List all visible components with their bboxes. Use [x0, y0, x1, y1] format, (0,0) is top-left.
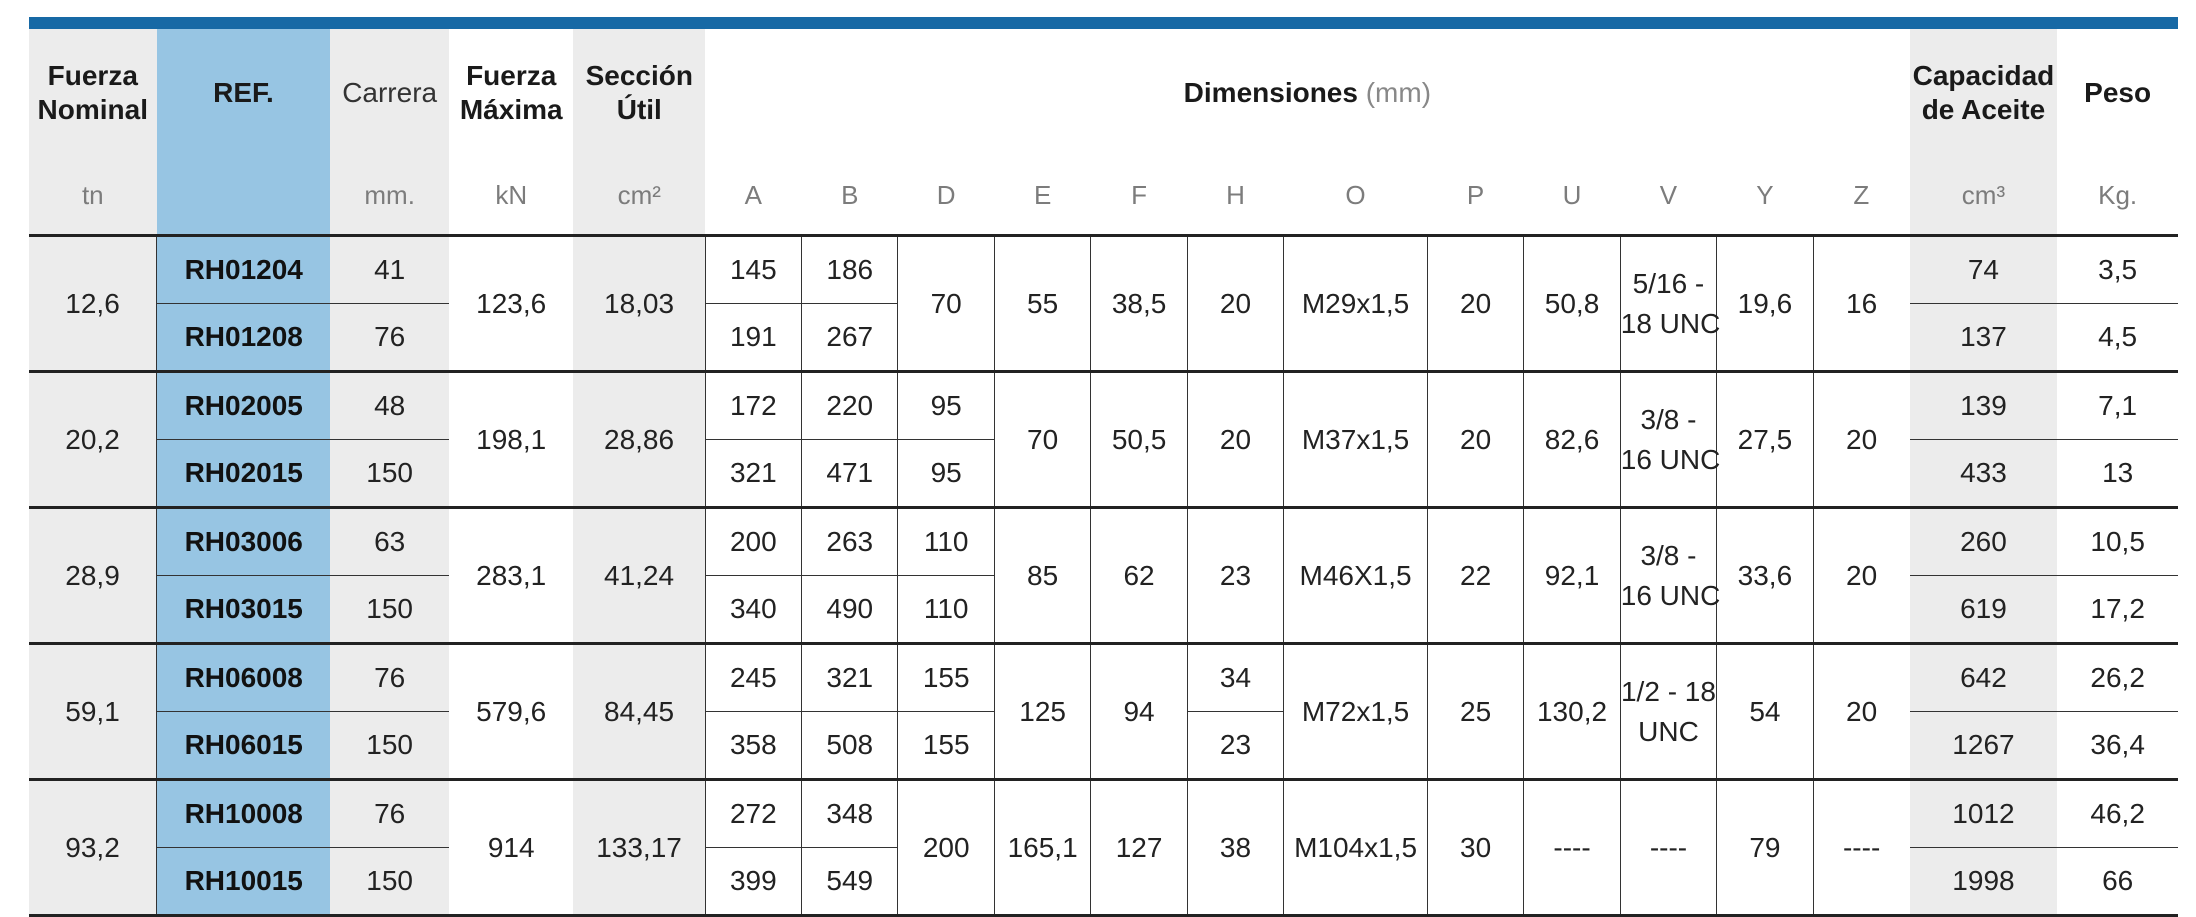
header-seccion-util: Sección Útil: [573, 29, 705, 156]
cell-dim-v-line: 3/8 -: [1640, 539, 1697, 571]
cell-seccion-util: 133,17: [573, 780, 705, 916]
cell-dim-b: 267: [802, 304, 898, 372]
cell-ref: RH03015: [157, 576, 331, 644]
cell-dim-z: ----: [1813, 780, 1909, 916]
header-capacidad: Capacidad de Aceite: [1910, 29, 2058, 156]
cell-dim-p: 22: [1427, 508, 1523, 644]
cell-seccion-util: 84,45: [573, 644, 705, 780]
cell-dim-h: 23: [1187, 508, 1283, 644]
unit-ref: [157, 156, 331, 236]
cell-dim-p: 25: [1427, 644, 1523, 780]
cell-dim-y: 79: [1717, 780, 1813, 916]
units-row: [29, 156, 2178, 236]
cell-dim-v-line: 18 UNC: [1620, 307, 1721, 339]
header-row: [29, 29, 2178, 156]
cell-fuerza-nominal: 59,1: [29, 644, 157, 780]
cell-peso: 46,2: [2057, 780, 2178, 848]
cell-dim-e: 55: [994, 236, 1090, 372]
cell-capacidad: 139: [1910, 372, 2058, 440]
cell-dim-e: 125: [994, 644, 1090, 780]
cell-dim-p: 20: [1427, 236, 1523, 372]
cell-ref: RH02005: [157, 372, 331, 440]
cell-dim-d: 95: [898, 440, 994, 508]
cell-seccion-util: 41,24: [573, 508, 705, 644]
header-fuerza-nominal: Fuerza Nominal: [29, 29, 157, 156]
cell-peso: 3,5: [2057, 236, 2178, 304]
cell-peso: 13: [2057, 440, 2178, 508]
cell-ref: RH06008: [157, 644, 331, 712]
cell-dim-v-line: 1/2 - 18: [1620, 675, 1716, 707]
cell-dim-b: 321: [802, 644, 898, 712]
cell-dim-v-line: 5/16 -: [1632, 267, 1705, 299]
header-fuerza-maxima: Fuerza Máxima: [459, 59, 563, 125]
cell-carrera: 150: [330, 576, 449, 644]
cell-capacidad: 1267: [1910, 712, 2058, 780]
cell-capacidad: 74: [1910, 236, 2058, 304]
cell-dim-z: 20: [1813, 508, 1909, 644]
cell-dim-v-line: 3/8 -: [1640, 403, 1697, 435]
cell-peso: 17,2: [2057, 576, 2178, 644]
cell-fuerza-maxima: 198,1: [449, 372, 574, 508]
unit-dim-u: U: [1562, 179, 1582, 210]
cell-ref: RH02015: [157, 440, 331, 508]
cell-dim-a: 145: [705, 236, 801, 304]
cell-dim-o: M29x1,5: [1284, 236, 1428, 372]
cell-ref: RH10008: [157, 780, 331, 848]
cell-dim-a: 172: [705, 372, 801, 440]
cell-dim-v: [1620, 508, 1721, 644]
cell-dim-v-line: 16 UNC: [1620, 579, 1721, 611]
cell-dim-v: [1620, 372, 1721, 508]
unit-dim-z: Z: [1853, 179, 1870, 210]
cell-dim-a: 340: [705, 576, 801, 644]
cell-dim-e: 165,1: [994, 780, 1090, 916]
unit-dim-h: H: [1226, 179, 1245, 210]
cell-dim-z: 16: [1813, 236, 1909, 372]
cell-dim-u: 50,8: [1524, 236, 1620, 372]
cell-fuerza-nominal: 12,6: [29, 236, 157, 372]
cell-ref: RH03006: [157, 508, 331, 576]
unit-dim-f: F: [1131, 179, 1147, 210]
cell-dim-b: 490: [802, 576, 898, 644]
cell-dim-b: 186: [802, 236, 898, 304]
cell-ref: RH10015: [157, 848, 331, 916]
cell-fuerza-maxima: 914: [449, 780, 574, 916]
cell-carrera: 76: [330, 780, 449, 848]
cell-carrera: 48: [330, 372, 449, 440]
cell-dim-z: 20: [1813, 372, 1909, 508]
cell-dim-h: 23: [1187, 712, 1283, 780]
cell-fuerza-nominal: 20,2: [29, 372, 157, 508]
cell-dim-a: 245: [705, 644, 801, 712]
cell-dim-e: 85: [994, 508, 1090, 644]
cell-dim-f: 50,5: [1091, 372, 1187, 508]
cell-dim-o: M104x1,5: [1284, 780, 1428, 916]
unit-dim-p: P: [1466, 179, 1485, 210]
cell-dim-u: ----: [1524, 780, 1620, 916]
cell-peso: 66: [2057, 848, 2178, 916]
cell-dim-v-line: UNC: [1638, 715, 1699, 747]
cell-seccion-util: 28,86: [573, 372, 705, 508]
cylinder-spec-table: [29, 29, 2178, 917]
cell-ref: RH01204: [157, 236, 331, 304]
cell-ref: RH06015: [157, 712, 331, 780]
table-row: [29, 372, 2178, 440]
cell-carrera: 150: [330, 440, 449, 508]
table-row: [29, 644, 2178, 712]
unit-dim-o: O: [1345, 179, 1366, 210]
cell-dim-e: 70: [994, 372, 1090, 508]
cell-carrera: 150: [330, 712, 449, 780]
top-accent-bar: [29, 17, 2178, 29]
cell-dim-d: 155: [898, 712, 994, 780]
cell-dim-d: 110: [898, 576, 994, 644]
cell-dim-y: 54: [1717, 644, 1813, 780]
cell-dim-d: 110: [898, 508, 994, 576]
cell-dim-u: 82,6: [1524, 372, 1620, 508]
cell-carrera: 76: [330, 644, 449, 712]
unit-dim-e: E: [1033, 179, 1052, 210]
unit-dim-y: Y: [1756, 179, 1774, 210]
unit-dim-v: V: [1659, 179, 1678, 210]
cell-peso: 36,4: [2057, 712, 2178, 780]
cell-seccion-util: 18,03: [573, 236, 705, 372]
cell-capacidad: 137: [1910, 304, 2058, 372]
unit-carrera: mm.: [330, 156, 449, 236]
cell-dim-u: 130,2: [1524, 644, 1620, 780]
cell-fuerza-nominal: 93,2: [29, 780, 157, 916]
cell-peso: 26,2: [2057, 644, 2178, 712]
cell-dim-v: [1620, 780, 1716, 916]
cell-dim-b: 549: [802, 848, 898, 916]
cell-dim-f: 38,5: [1091, 236, 1187, 372]
cell-capacidad: 1012: [1910, 780, 2058, 848]
cell-dim-v: [1620, 644, 1716, 780]
cell-dim-p: 30: [1427, 780, 1523, 916]
cell-peso: 4,5: [2057, 304, 2178, 372]
cell-capacidad: 642: [1910, 644, 2058, 712]
cell-ref: RH01208: [157, 304, 331, 372]
cell-dim-v: [1620, 236, 1721, 372]
cell-peso: 7,1: [2057, 372, 2178, 440]
cell-carrera: 76: [330, 304, 449, 372]
cell-dim-z: 20: [1813, 644, 1909, 780]
unit-fuerza-maxima: kN: [495, 179, 528, 210]
cell-fuerza-nominal: 28,9: [29, 508, 157, 644]
cell-carrera: 41: [330, 236, 449, 304]
table-row: [29, 236, 2178, 304]
cell-fuerza-maxima: 579,6: [449, 644, 574, 780]
cell-dim-o: M37x1,5: [1284, 372, 1428, 508]
unit-dim-b: B: [841, 179, 859, 210]
unit-fuerza-nominal: tn: [29, 156, 157, 236]
table-row: [29, 508, 2178, 576]
header-dimensiones: Dimensiones (mm): [1183, 76, 1432, 108]
cell-dim-o: M72x1,5: [1284, 644, 1428, 780]
cell-dim-y: 27,5: [1717, 372, 1813, 508]
cell-dim-a: 321: [705, 440, 801, 508]
cell-dim-h: 38: [1187, 780, 1283, 916]
cell-dim-y: 19,6: [1717, 236, 1813, 372]
cell-dim-v-line: 16 UNC: [1620, 443, 1721, 475]
cell-dim-a: 399: [705, 848, 801, 916]
cell-dim-v-line: ----: [1649, 831, 1688, 863]
cell-dim-h: 20: [1187, 372, 1283, 508]
cell-peso: 10,5: [2057, 508, 2178, 576]
cell-dim-b: 471: [802, 440, 898, 508]
cell-dim-b: 263: [802, 508, 898, 576]
unit-dim-d: D: [936, 179, 956, 210]
cell-fuerza-maxima: 123,6: [449, 236, 574, 372]
unit-seccion-util: cm²: [573, 156, 705, 236]
cell-dim-a: 200: [705, 508, 801, 576]
cell-capacidad: 260: [1910, 508, 2058, 576]
unit-peso: Kg.: [2098, 179, 2138, 210]
unit-dim-a: A: [744, 179, 762, 210]
cell-capacidad: 619: [1910, 576, 2058, 644]
cell-dim-b: 348: [802, 780, 898, 848]
header-carrera: Carrera: [330, 29, 449, 156]
cell-capacidad: 1998: [1910, 848, 2058, 916]
cell-dim-h: 34: [1187, 644, 1283, 712]
cell-dim-d: 155: [898, 644, 994, 712]
cell-dim-f: 127: [1091, 780, 1187, 916]
cell-dim-o: M46X1,5: [1284, 508, 1428, 644]
unit-capacidad: cm³: [1910, 156, 2058, 236]
header-peso: Peso: [2084, 76, 2152, 108]
cell-carrera: 63: [330, 508, 449, 576]
cell-dim-f: 94: [1091, 644, 1187, 780]
cell-dim-f: 62: [1091, 508, 1187, 644]
cell-dim-d: 200: [898, 780, 994, 916]
cell-dim-a: 358: [705, 712, 801, 780]
table-row: [29, 780, 2178, 848]
cell-dim-d: 70: [898, 236, 994, 372]
cell-dim-h: 20: [1187, 236, 1283, 372]
cell-dim-y: 33,6: [1717, 508, 1813, 644]
header-ref: REF.: [157, 29, 331, 156]
cell-capacidad: 433: [1910, 440, 2058, 508]
cell-dim-d: 95: [898, 372, 994, 440]
cell-dim-b: 508: [802, 712, 898, 780]
cell-dim-b: 220: [802, 372, 898, 440]
cell-dim-a: 191: [705, 304, 801, 372]
cell-fuerza-maxima: 283,1: [449, 508, 574, 644]
cell-carrera: 150: [330, 848, 449, 916]
cell-dim-p: 20: [1427, 372, 1523, 508]
cell-dim-a: 272: [705, 780, 801, 848]
cell-dim-u: 92,1: [1524, 508, 1620, 644]
